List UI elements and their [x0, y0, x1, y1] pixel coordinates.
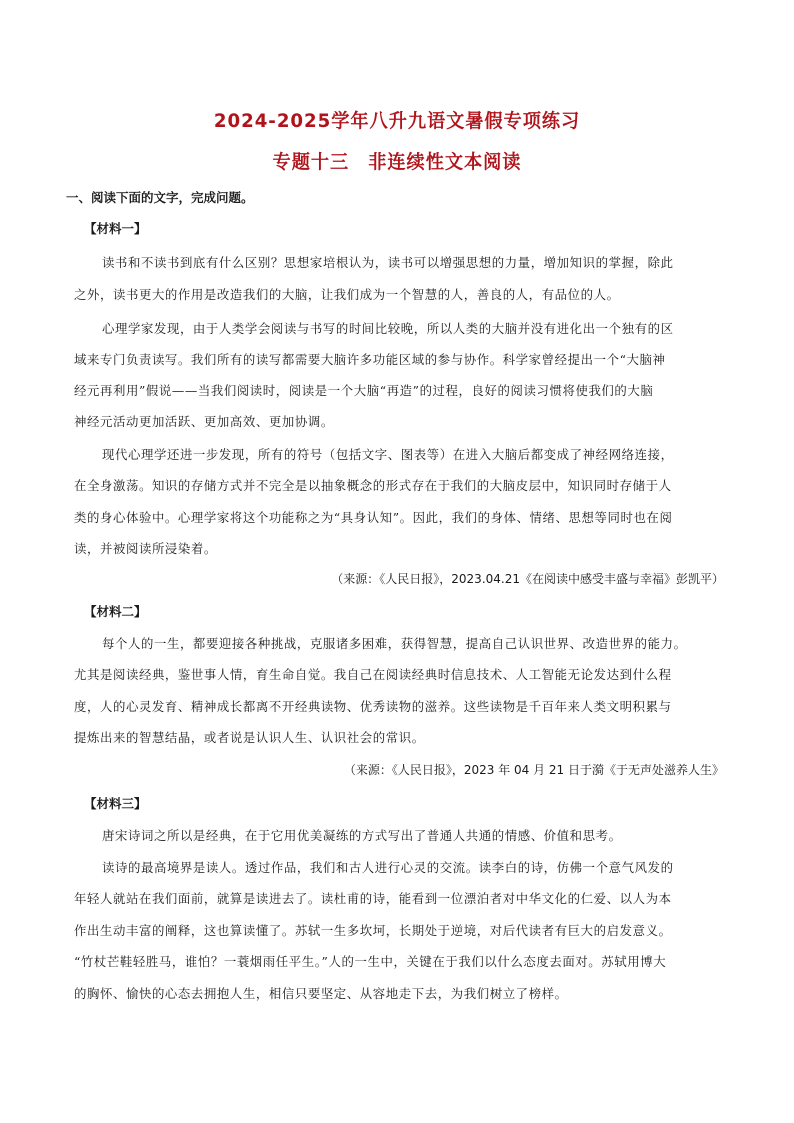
material1-line: 经元再利用”假说——当我们阅读时，阅读是一个大脑“再造”的过程，良好的阅读习惯将使我们的大脑 [74, 383, 654, 398]
material1-line: 读，并被阅读所浸染着。 [74, 541, 217, 556]
material3-line: “竹杖芒鞋轻胜马，谁怕？一蓑烟雨任平生。”人的一生中，关键在于我们以什么态度去面对。苏轼用博大 [74, 954, 667, 969]
material2-label: 【材料二】 [84, 604, 147, 619]
material1-line: 读书和不读书到底有什么区别？思想家培根认为，读书可以增强思想的力量，增加知识的掌握，除此 [102, 255, 674, 270]
material2-source: （来源：《人民日报》，2023 年 04 月 21 日于漪《于无声处滋养人生》 [343, 763, 724, 777]
material3-line: 读诗的最高境界是读人。透过作品，我们和古人进行心灵的交流。读李白的诗，仿佛一个意气风发的 [102, 860, 674, 875]
material3-line: 唐宋诗词之所以是经典，在于它用优美凝练的方式写出了普通人共通的情感、价值和思考。 [102, 828, 622, 843]
material1-line: 域来专门负责读写。我们所有的读写都需要大脑许多功能区域的参与协作。科学家曾经提出一个“大脑神 [74, 352, 666, 367]
material1-line: 之外，读书更大的作用是改造我们的大脑，让我们成为一个智慧的人，善良的人，有品位的人。 [74, 287, 620, 302]
material1-line: 心理学家发现，由于人类学会阅读与书写的时间比较晚，所以人类的大脑并没有进化出一个独有的区 [102, 321, 674, 336]
material1-line: 现代心理学还进一步发现，所有的符号（包括文字、图表等）在进入大脑后都变成了神经网络连接， [102, 447, 674, 462]
question-heading: 一、阅读下面的文字，完成问题。 [66, 190, 254, 205]
material2-line: 每个人的一生，都要迎接各种挑战，克服诸多困难，获得智慧，提高自己认识世界、改造世界的能力。 [102, 636, 687, 651]
material1-line: 在全身激荡。知识的存储方式并不完全是以抽象概念的形式存在于我们的大脑皮层中，知识同时存储于人 [74, 478, 672, 493]
material3-line: 年轻人就站在我们面前，就算是读进去了。读杜甫的诗，能看到一位漂泊者对中华文化的仁爱、以人为本 [74, 891, 672, 906]
material2-line: 尤其是阅读经典，鉴世事人情，育生命自觉。我自己在阅读经典时信息技术、人工智能无论发达到什么程 [74, 667, 672, 682]
material3-label: 【材料三】 [84, 796, 147, 811]
material1-source: （来源：《人民日报》，2023.04.21《在阅读中感受丰盛与幸福》彭凯平） [331, 572, 724, 586]
material3-line: 的胸怀、愉快的心态去拥抱人生，相信只要坚定、从容地走下去，为我们树立了榜样。 [74, 986, 568, 1001]
page-title: 2024-2025学年八升九语文暑假专项练习 [213, 110, 581, 132]
material2-line: 度，人的心灵发育、精神成长都离不开经典读物、优秀读物的滋养。这些读物是千百年来人类文明积累与 [74, 699, 672, 714]
material1-label: 【材料一】 [84, 221, 147, 236]
material1-line: 神经元活动更加活跃、更加高效、更加协调。 [74, 414, 334, 429]
material3-line: 作出生动丰富的阐释，这也算读懂了。苏轼一生多坎坷，长期处于逆境，对后代读者有巨大的启发意义。 [74, 923, 672, 938]
page-subtitle: 专题十三 非连续性文本阅读 [272, 151, 522, 173]
material1-line: 类的身心体验中。心理学家将这个功能称之为“具身认知”。因此，我们的身体、情绪、思想等同时也在阅 [74, 510, 673, 525]
material2-line: 提炼出来的智慧结晶，或者说是认识人生、认识社会的常识。 [74, 730, 425, 745]
